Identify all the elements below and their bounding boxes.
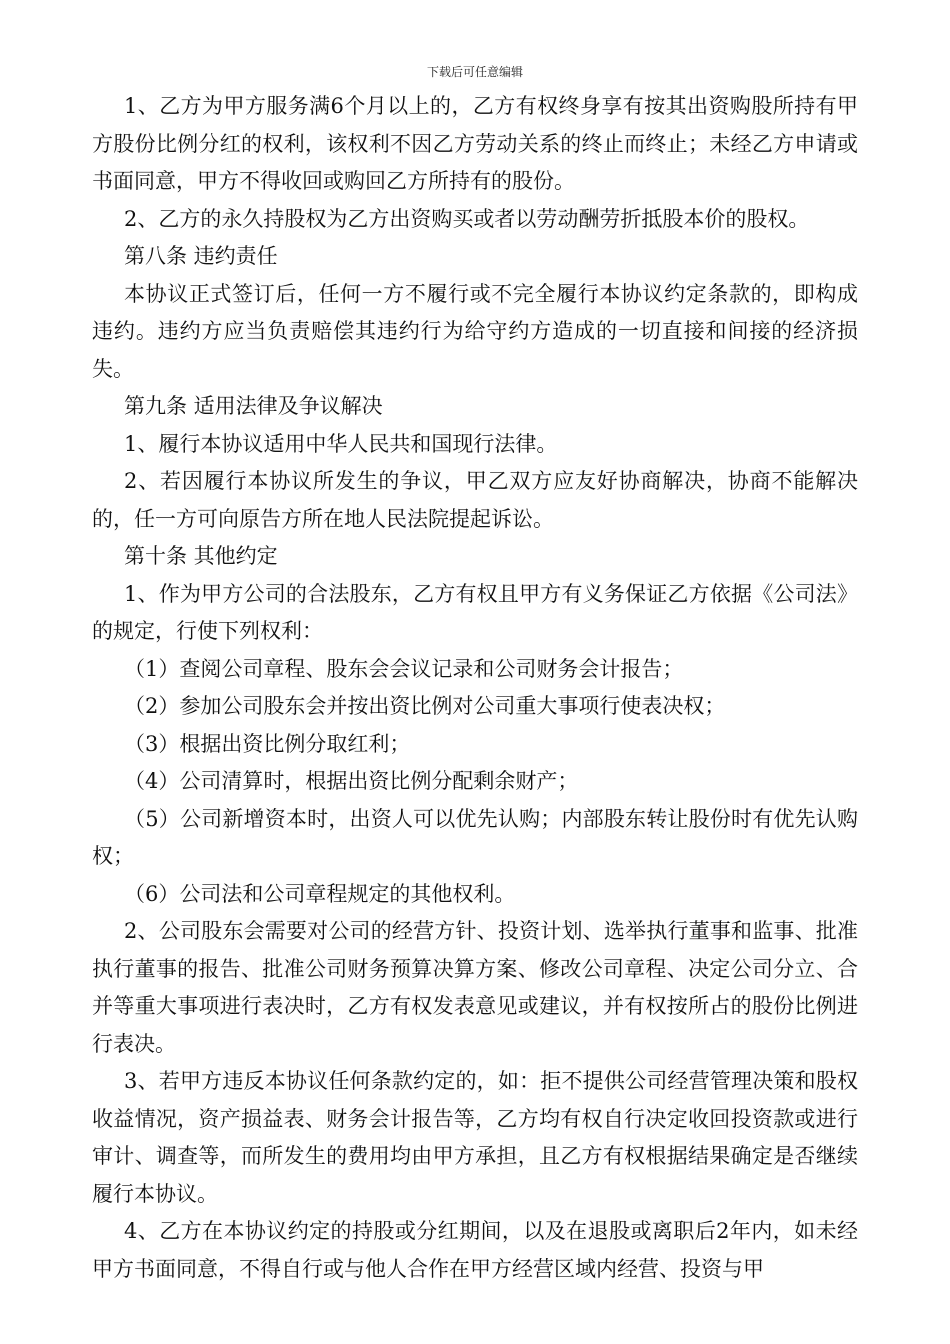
heading-article-9: 第九条 适用法律及争议解决 — [124, 394, 383, 418]
paragraph-clause-2: 2、乙方的永久持股权为乙方出资购买或者以劳动酬劳折抵股本价的股权。 — [124, 206, 810, 231]
paragraph-applicable-law: 1、履行本协议适用中华人民共和国现行法律。 — [124, 431, 558, 456]
heading-article-10: 第十条 其他约定 — [124, 544, 278, 568]
list-item-right-5: （5）公司新增资本时，出资人可以优先认购；内部股东转让股份时有优先认购权； — [92, 806, 858, 868]
paragraph-breach-remedy: 3、若甲方违反本协议任何条款约定的，如：拒不提供公司经营管理决策和股权收益情况，资产损益表、财务会计报告等，乙方均有权自行决定收回投资款或进行审计、调查等，而所发生的费用均由甲方承担，且乙方有权根据结果确定是否继续履行本协议。 — [92, 1069, 858, 1206]
paragraph-voting-rights: 2、公司股东会需要对公司的经营方针、投资计划、选举执行董事和监事、批准执行董事的报告、批准公司财务预算决算方案、修改公司章程、决定公司分立、合并等重大事项进行表决时，乙方有权发表意见或建议，并有权按所占的股份比例进行表决。 — [92, 919, 858, 1056]
paragraph-shareholder-rights: 1、作为甲方公司的合法股东，乙方有权且甲方有义务保证乙方依据《公司法》的规定，行使下列权利： — [92, 581, 858, 643]
page-header-note: 下载后可任意编辑 — [426, 65, 523, 79]
list-item-right-6: （6）公司法和公司章程规定的其他权利。 — [124, 881, 516, 906]
list-item-right-3: （3）根据出资比例分取红利； — [124, 731, 411, 756]
document-body — [92, 88, 858, 1288]
heading-article-8: 第八条 违约责任 — [124, 244, 278, 268]
paragraph-clause-1: 1、乙方为甲方服务满6个月以上的，乙方有权终身享有按其出资购股所持有甲方股份比例分红的权利，该权利不因乙方劳动关系的终止而终止；未经乙方申请或书面同意，甲方不得收回或购回乙方所持有的股份。 — [92, 94, 858, 193]
paragraph-non-compete: 4、乙方在本协议约定的持股或分红期间，以及在退股或离职后2年内，如未经甲方书面同意，不得自行或与他人合作在甲方经营区域内经营、投资与甲 — [92, 1219, 858, 1281]
list-item-right-2: （2）参加公司股东会并按出资比例对公司重大事项行使表决权； — [124, 694, 726, 718]
paragraph-breach-liability: 本协议正式签订后，任何一方不履行或不完全履行本协议约定条款的，即构成违约。违约方应当负责赔偿其违约行为给守约方造成的一切直接和间接的经济损失。 — [92, 281, 858, 381]
list-item-right-1: （1）查阅公司章程、股东会会议记录和公司财务会计报告； — [124, 656, 684, 681]
list-item-right-4: （4）公司清算时，根据出资比例分配剩余财产； — [124, 769, 579, 793]
paragraph-dispute-resolution: 2、若因履行本协议所发生的争议，甲乙双方应友好协商解决，协商不能解决的，任一方可向原告方所在地人民法院提起诉讼。 — [92, 469, 858, 531]
